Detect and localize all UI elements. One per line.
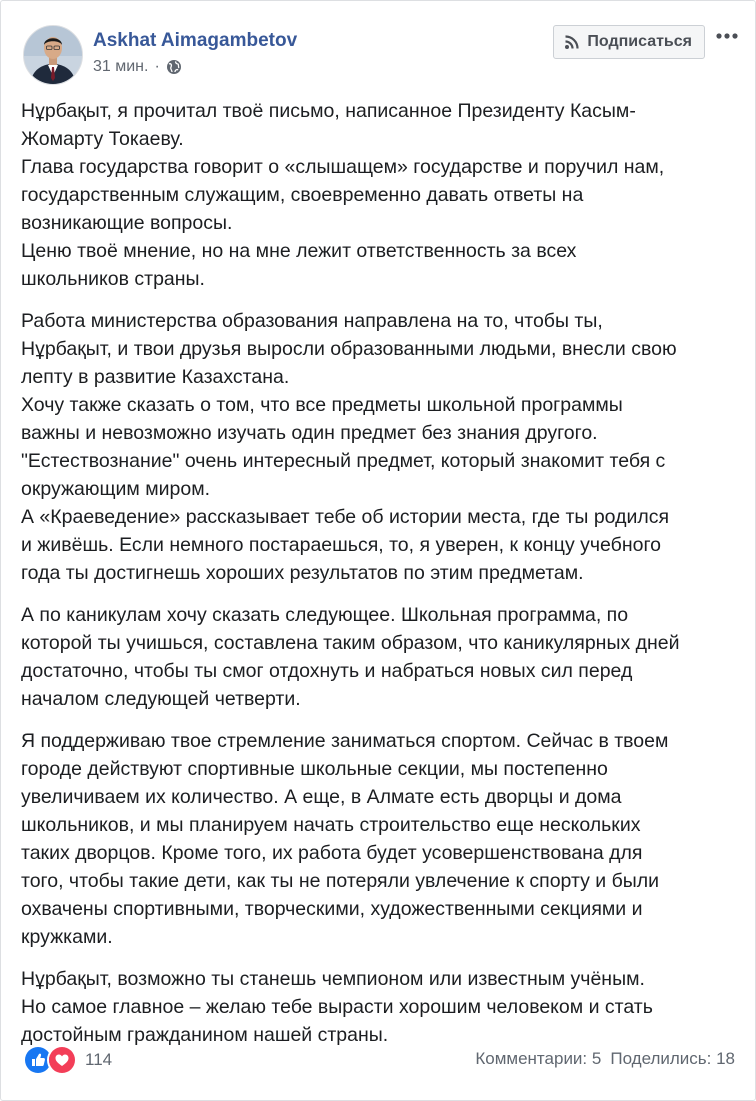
meta-separator: · — [154, 58, 160, 75]
text-line: Нұрбақыт, возможно ты станешь чемпионом или известным учёным. — [21, 968, 645, 990]
text-line: А «Краеведение» рассказывает тебе об истории места, где ты родился — [21, 506, 670, 528]
stats-spacer — [601, 1049, 610, 1069]
post-text — [21, 97, 737, 1063]
text-line: Я поддерживаю твое стремление заниматься спортом. Сейчас в твоем — [21, 730, 669, 752]
text-line: года ты достигнешь хороших результатов по этим предметам. — [21, 562, 584, 584]
text-line: городе действуют спортивные школьные секции, мы постепенно — [21, 758, 608, 780]
rss-icon — [564, 34, 580, 50]
post-header — [21, 21, 735, 85]
post-paragraph — [21, 727, 737, 951]
text-line: достойным гражданином нашей страны. — [21, 1024, 389, 1046]
text-line: увеличиваем их количество. А еще, в Алмате есть дворцы и дома — [21, 786, 622, 808]
text-line: Работа министерства образования направлена на то, чтобы ты, — [21, 310, 603, 332]
text-line: Но самое главное – желаю тебе вырасти хорошим человеком и стать — [21, 996, 653, 1018]
shares-count-link[interactable]: Поделились: 18 — [610, 1049, 735, 1068]
text-line: Нұрбақыт, я прочитал твоё письмо, написанное Президенту Касым- — [21, 100, 636, 122]
subscribe-label: Подписаться — [587, 33, 692, 50]
text-line: кружками. — [21, 926, 113, 948]
text-line: возникающие вопросы. — [21, 212, 233, 234]
post-timestamp[interactable]: 31 мин. — [93, 58, 149, 75]
comments-count-link[interactable]: Комментарии: 5 — [475, 1049, 602, 1068]
text-line: Хочу также сказать о том, что все предметы школьной программы — [21, 394, 623, 416]
text-line: Жомарту Токаеву. — [21, 128, 184, 150]
text-line: А по каникулам хочу сказать следующее. Школьная программа, по — [21, 604, 629, 626]
author-avatar[interactable] — [23, 25, 83, 85]
post-meta — [93, 58, 182, 76]
text-line: Нұрбақыт, и твои друзья выросли образованными людьми, внесли свою — [21, 338, 677, 360]
text-line: школьников, и мы планируем начать строительство еще нескольких — [21, 814, 641, 836]
text-line: важны и невозможно изучать один предмет без знания другого. — [21, 422, 598, 444]
text-line: и живёшь. Если немного постараешься, то, я уверен, к концу учебного — [21, 534, 661, 556]
post-paragraph — [21, 307, 737, 587]
reactions-count: 114 — [85, 1050, 113, 1069]
text-line: школьников страны. — [21, 268, 205, 290]
text-line: началом следующей четверти. — [21, 688, 301, 710]
reactions-summary[interactable] — [23, 1045, 112, 1075]
text-line: таких дворцов. Кроме того, их работа будет усовершенствована для — [21, 842, 643, 864]
text-line: охвачены спортивными, творческими, художественными секциями и — [21, 898, 643, 920]
text-line: государственным служащим, своевременно давать ответы на — [21, 184, 584, 206]
more-dots-icon[interactable] — [713, 23, 741, 49]
post-paragraph — [21, 965, 737, 1049]
text-line: лепту в развитие Казахстана. — [21, 366, 290, 388]
text-line: достаточно, чтобы ты смог отдохнуть и набраться новых сил перед — [21, 660, 633, 682]
post-paragraph — [21, 97, 737, 293]
text-line: которой ты учишься, составлена таким образом, что каникулярных дней — [21, 632, 680, 654]
author-name[interactable]: Askhat Aimagambetov — [93, 30, 298, 51]
text-line: Глава государства говорит о «слышащем» государстве и поручил нам, — [21, 156, 665, 178]
subscribe-button[interactable] — [553, 25, 705, 59]
text-line: "Естествознание" очень интересный предмет, который знакомит тебя с — [21, 450, 666, 472]
post-paragraph — [21, 601, 737, 713]
avatar-image — [24, 26, 82, 84]
text-line: Ценю твоё мнение, но на мне лежит ответственность за всех — [21, 240, 577, 262]
text-line: окружающим миром. — [21, 478, 211, 500]
globe-icon[interactable] — [166, 59, 182, 75]
text-line: того, чтобы такие дети, как ты не потеряли увлечение к спорту и были — [21, 870, 660, 892]
post-footer — [21, 1044, 735, 1074]
post-stats — [475, 1049, 735, 1069]
love-icon — [47, 1045, 77, 1075]
